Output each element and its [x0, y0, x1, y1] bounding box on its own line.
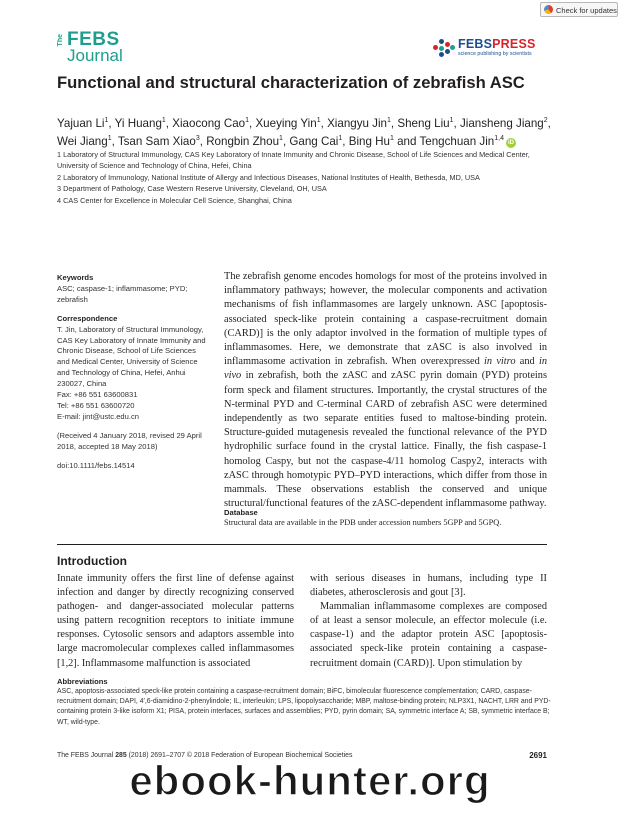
database-heading: Database [224, 508, 258, 517]
orcid-icon[interactable]: iD [507, 140, 514, 147]
author-affiliation-mark: 2 [543, 117, 548, 124]
author-affiliation-mark: 1 [107, 135, 112, 143]
author-name: Gang Cai [289, 135, 339, 149]
correspondence-line: T. Jin, Laboratory of Structural Immunology, [57, 324, 204, 334]
affiliations [57, 149, 557, 206]
affiliation: 2 Laboratory of Immunology, National Institute of Allergy and Infectious Diseases, National Institutes of Health, Bethesda, MD, USA [57, 172, 480, 182]
correspondence-line: and Technology of China, Hefei, Anhui [57, 368, 186, 378]
author-name: Yajuan Li [57, 116, 105, 130]
page-footer: The FEBS Journal 285 (2018) 2691–2707 © 2018 Federation of European Biochemical Societies [57, 752, 353, 759]
check-for-updates-label: Check for updates [556, 6, 617, 15]
abbreviations-heading: Abbreviations [57, 677, 108, 686]
doi-link[interactable]: doi:10.1111/febs.14514 [57, 460, 135, 470]
author-affiliation-mark: 1 [449, 117, 454, 124]
author-list: Yajuan Li$^1$, Yi Huang$^1$, Xiaocong Cao$^1$, Xueying Yin$^1$, Xiangyu Jin$^1$, Sheng Liu$^1$, Jiansheng Jiang$^2$, Wei Jiang$^1$, Tsan Sam Xiao$^3$, Rongbin Zhou$^1$, Gang Cai$^1$, Bing Hu$^1$ and Tengchuan Jin$^{1,4}$iD [57, 116, 551, 149]
author-affiliation-mark: 1 [316, 117, 321, 124]
author-affiliation-mark: 1 [389, 135, 394, 143]
abbreviations-text: ASC, apoptosis-associated speck-like protein containing a caspase-recruitment domain; BiFC, bimolecular fluorescence complementation; CARD, caspase-recruitment domain; DAPI, 4′,6-diamidino-2-phenylindole; IL, interleukin; LPS, lipopolysaccharide; MBP, maltose-binding protein; NLP3X1, NACHT, LRR and PYD-containing protein 3-like isoform X1; PISA, protein interfaces, surfaces and assemblies; PYD, pyrin domain; SA, symmetric interface A; SB, symmetric interface B; WT, wild-type. [57, 688, 551, 726]
keywords: ASC; caspase-1; inflammasome; PYD; zebrafish [57, 283, 188, 304]
journal-logo: The FEBS Journal [57, 29, 123, 65]
received-dates: (Received 4 January 2018, revised 29 April 2018, accepted 18 May 2018) [57, 430, 202, 451]
correspondence [57, 325, 207, 423]
affiliation: 3 Department of Pathology, Case Western Reserve University, Cleveland, OH, USA [57, 184, 327, 194]
correspondence-line[interactable]: E-mail: jint@ustc.edu.cn [57, 411, 139, 421]
author-affiliation-mark: 1 [387, 117, 391, 124]
affiliation: 4 CAS Center for Excellence in Molecular Cell Science, Shanghai, China [57, 195, 292, 205]
author-affiliation-mark: 1,4 [494, 135, 504, 143]
author-name: Tsan Sam Xiao [117, 135, 196, 149]
author-name: Wei Jiang [57, 135, 108, 149]
watermark [0, 755, 620, 815]
author-name: Sheng Liu [397, 116, 450, 130]
introduction-heading: Introduction [57, 554, 127, 568]
author-name: Bing Hu [348, 135, 390, 149]
febs-press-logo: FEBSPRESS science publishing by scientists [433, 37, 563, 63]
intro-column-right: with serious diseases in humans, including type II diabetes, atherosclerosis and gout [3]. Mammalian inflammasome complexes are composed of at least a sensor molecule, an effector molecule (i.e. caspase-1) and the adaptor protein ASC [apoptosis-associated speck-like protein containing a caspase-recruitment domain (CARD)]. Upon stimulation by [310, 573, 547, 669]
intro-column-left: Innate immunity offers the first line of defense against infection and danger by directly recognizing conserved pathogen- and danger-associated molecular patterns using pattern recognition receptors to initiate immune responses. Cytosolic sensors and adaptors assemble into large macromolecular complexes called inflammasomes [1,2]. Inflammasome malfunction is associated [57, 573, 294, 669]
section-divider [57, 544, 547, 545]
check-for-updates-button[interactable] [540, 2, 618, 17]
update-icon [544, 5, 553, 14]
correspondence-line: CAS Key Laboratory of Innate Immunity and [57, 335, 206, 345]
author-name: Tengchuan Jin [419, 135, 495, 149]
article-title: Functional and structural characterization of zebrafish ASC [57, 73, 525, 92]
database-text: Structural data are available in the PDB under accession numbers 5GPP and 5GPQ. [224, 518, 502, 527]
watermark-text: ebook-hunter.org [129, 757, 491, 804]
correspondence-line: 230027, China [57, 379, 107, 389]
author-name: Xueying Yin [255, 116, 317, 130]
keywords-heading: Keywords [57, 273, 94, 282]
press-dots-icon [433, 39, 455, 57]
author-affiliation-mark: 1 [338, 135, 343, 143]
correspondence-line: Chronic Disease, School of Life Sciences [57, 346, 196, 356]
sidebar [57, 273, 207, 472]
author-name: Xiangyu Jin [327, 116, 388, 130]
author-name: Yi Huang [114, 116, 162, 130]
correspondence-heading: Correspondence [57, 313, 118, 323]
author-name: Rongbin Zhou [206, 135, 280, 149]
author-affiliation-mark: 1 [245, 117, 249, 124]
page-number: 2691 [529, 751, 547, 760]
author-affiliation-mark: 1 [279, 135, 283, 143]
abstract: The zebrafish genome encodes homologs for most of the proteins involved in inflammatory pathways; however, the molecular components and activation mechanisms of fish inflammasomes are largely unknown. ASC [apoptosis-associated speck-like protein containing a caspase-recruitment domain (CARD)] is the only adaptor involved in the formation of multiple types of inflammasomes. Here, we demonstrate that zASC is also involved in inflammasome activation in zebrafish. When overexpressed in vitro and in vivo in zebrafish, both the zASC and zASC pyrin domain (PYD) proteins form speck and filament structures. Importantly, the crystal structures of the N-terminal PYD and C-terminal CARD of zebrafish ASC were determined independently as two separate entities fused to maltose-binding protein. Structure-guided mutagenesis revealed the functional relevance of the PYD hydrophilic surface found in the crystal lattice. Finally, the fish caspase-1 homolog Caspy, but not the caspase-4/11 homolog Caspy2, interacts with zASC through homotypic PYD–PYD interactions, which differ from those in mammals. These observations establish the conserved and unique structural/functional features of the zASC-dependent inflammasome pathway. [224, 271, 548, 510]
author-name: Jiansheng Jiang [459, 116, 544, 130]
author-affiliation-mark: 1 [161, 117, 166, 124]
correspondence-line: Fax: +86 551 63600831 [57, 390, 138, 400]
author-affiliation-mark: 1 [104, 117, 109, 124]
correspondence-line: Tel: +86 551 63600720 [57, 400, 135, 410]
correspondence-line: and Medical Center, University of Science [57, 357, 198, 367]
author-name: Xiaocong Cao [172, 116, 246, 130]
author-affiliation-mark: 3 [195, 135, 200, 143]
affiliation: 1 Laboratory of Structural Immunology, CAS Key Laboratory of Innate Immunity and Chronic Disease, School of Life Sciences and Medical Center, University of Science and Technology of China, Hefei, China [57, 150, 530, 171]
